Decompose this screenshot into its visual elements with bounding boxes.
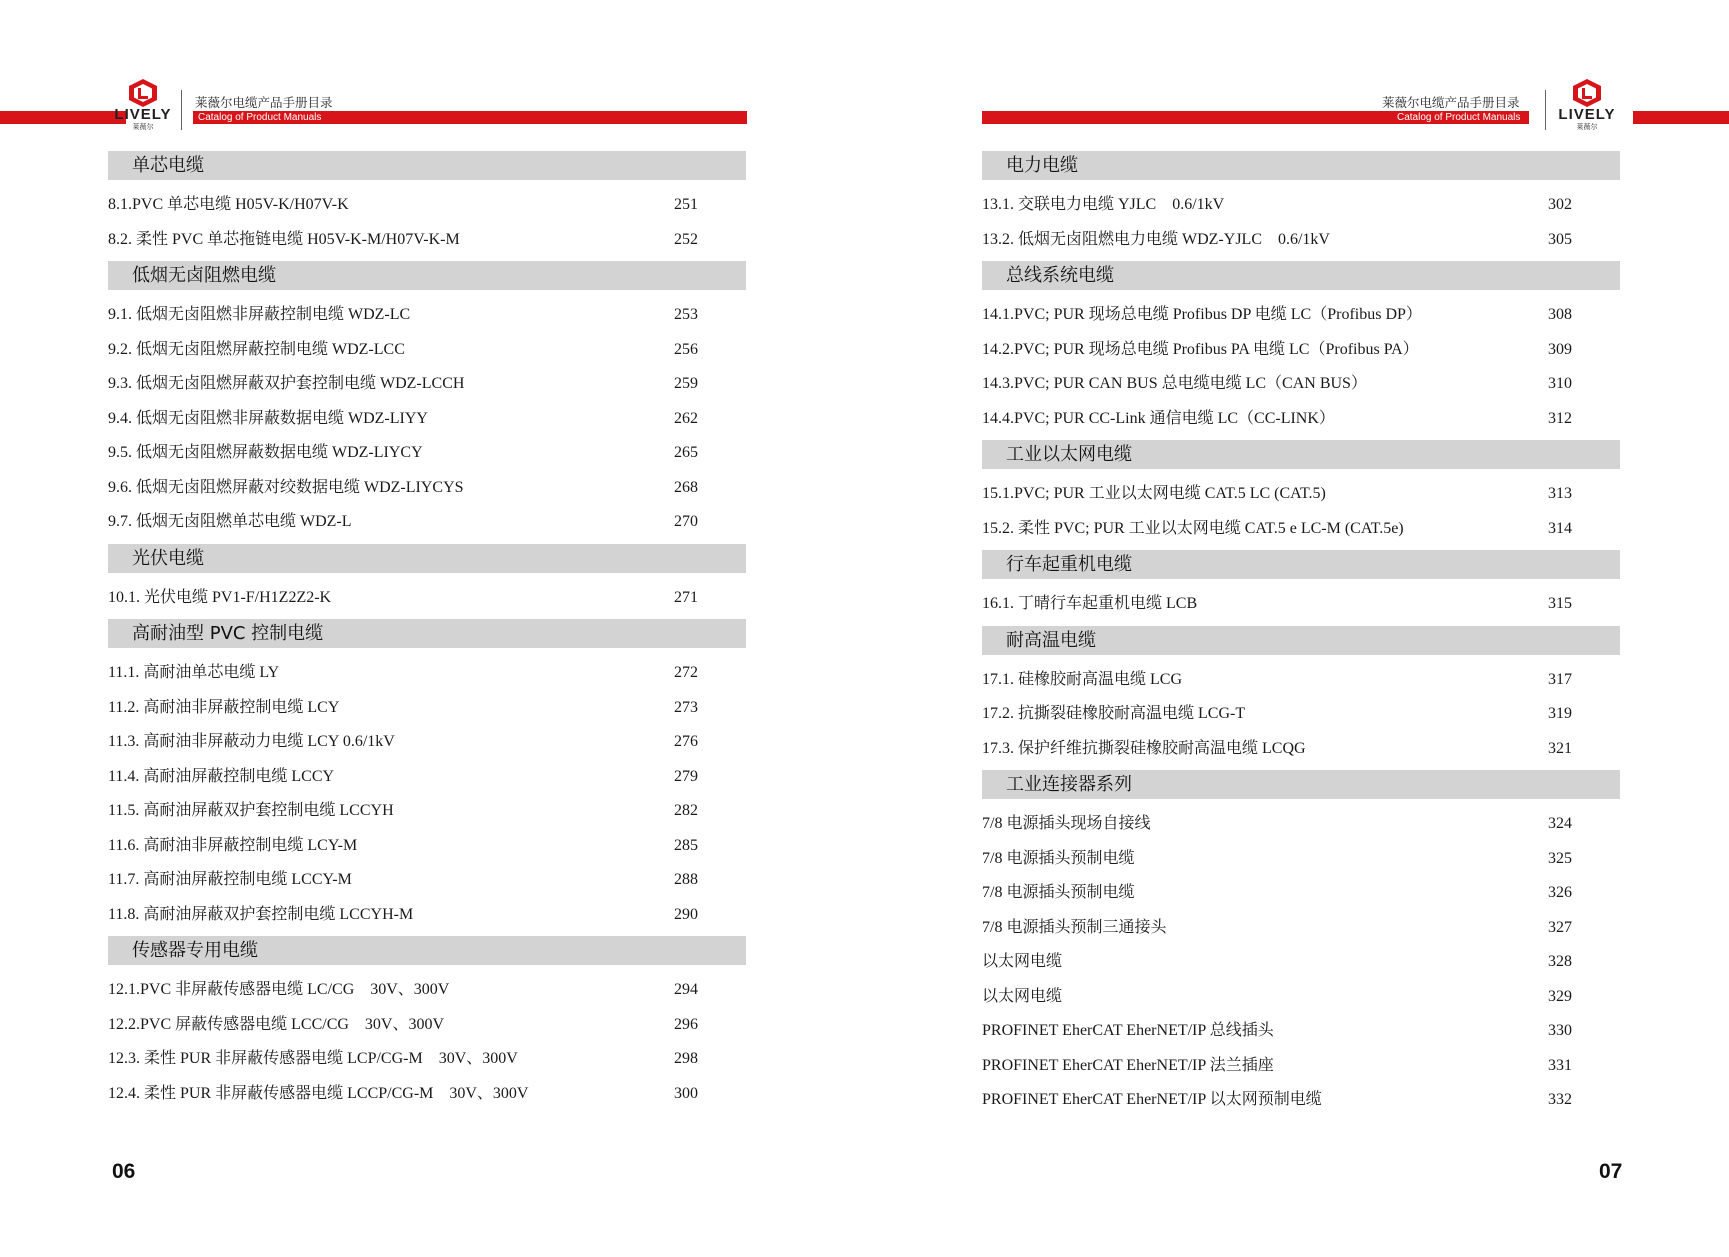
entry-page: 262: [674, 409, 698, 427]
entry-label: 10.1. 光伏电缆 PV1-F/H1Z2Z2-K: [108, 588, 332, 606]
entry-page: 314: [1548, 519, 1572, 537]
toc-right: [982, 151, 1620, 1118]
toc-section: [982, 440, 1620, 546]
toc-entry[interactable]: [982, 663, 1620, 698]
entry-page: 251: [674, 196, 698, 213]
toc-entry[interactable]: [108, 333, 746, 368]
entry-page: 319: [1548, 705, 1572, 722]
entry-page: 271: [674, 588, 698, 606]
toc-entry[interactable]: [982, 587, 1620, 622]
section-heading: 单芯电缆: [108, 151, 746, 180]
toc-section: [108, 936, 746, 1111]
section-heading: 电力电缆: [982, 151, 1620, 180]
entry-page: 270: [674, 513, 698, 530]
toc-entry[interactable]: [108, 863, 746, 898]
entry-label: 14.3.PVC; PUR CAN BUS 总电缆电缆 LC（CAN BUS）: [982, 375, 1367, 392]
entry-label: PROFINET EherCAT EherNET/IP 以太网预制电缆: [982, 1091, 1322, 1108]
toc-entry[interactable]: [108, 581, 746, 616]
entry-page: 276: [674, 733, 698, 750]
entry-page: 317: [1548, 670, 1572, 688]
toc-entry[interactable]: [108, 1042, 746, 1077]
section-heading: 光伏电缆: [108, 544, 746, 573]
toc-entry[interactable]: [108, 898, 746, 933]
entry-label: 9.2. 低烟无卤阻燃屏蔽控制电缆 WDZ-LCC: [108, 340, 405, 358]
entry-label: PROFINET EherCAT EherNET/IP 法兰插座: [982, 1056, 1274, 1074]
entry-label: 14.4.PVC; PUR CC-Link 通信电缆 LC（CC-LINK）: [982, 409, 1335, 427]
toc-entry[interactable]: [982, 980, 1620, 1015]
header-title-en: Catalog of Product Manuals: [198, 112, 322, 123]
header-divider: [1545, 90, 1546, 130]
entry-label: 以太网电缆: [982, 953, 1063, 970]
entry-label: 7/8 电源插头预制三通接头: [982, 918, 1167, 936]
page-number-right: 07: [1599, 1160, 1623, 1183]
toc-entry[interactable]: [982, 842, 1620, 877]
entry-label: 14.2.PVC; PUR 现场总电缆 Profibus PA 电缆 LC（Profibus PA）: [982, 340, 1419, 358]
entry-label: 11.8. 高耐油屏蔽双护套控制电缆 LCCYH-M: [108, 905, 414, 923]
toc-entry[interactable]: [108, 402, 746, 437]
toc-entry[interactable]: [108, 1077, 746, 1112]
toc-entry[interactable]: [982, 876, 1620, 911]
toc-entry[interactable]: [982, 945, 1620, 980]
entry-page: 268: [674, 478, 698, 496]
logo-wordmark: LIVELY: [1558, 106, 1616, 123]
toc-entry[interactable]: [982, 188, 1620, 223]
entry-page: 313: [1548, 485, 1572, 502]
entry-label: 11.7. 高耐油屏蔽控制电缆 LCCY-M: [108, 871, 352, 888]
toc-entry[interactable]: [982, 333, 1620, 368]
entry-label: 11.3. 高耐油非屏蔽动力电缆 LCY 0.6/1kV: [108, 733, 395, 750]
entry-page: 290: [674, 905, 698, 923]
entry-label: 14.1.PVC; PUR 现场总电缆 Profibus DP 电缆 LC（Profibus DP）: [982, 306, 1422, 323]
toc-entry[interactable]: [982, 367, 1620, 402]
entry-label: 11.5. 高耐油屏蔽双护套控制电缆 LCCYH: [108, 802, 394, 819]
section-heading: 工业以太网电缆: [982, 440, 1620, 469]
toc-entry[interactable]: [108, 829, 746, 864]
toc-entry[interactable]: [108, 223, 746, 258]
toc-entry[interactable]: [108, 471, 746, 506]
entry-page: 332: [1548, 1091, 1572, 1108]
header-title-cn: 莱薇尔电缆产品手册目录: [1382, 95, 1520, 110]
entry-label: 9.7. 低烟无卤阻燃单芯电缆 WDZ-L: [108, 513, 352, 530]
entry-label: 9.4. 低烟无卤阻燃非屏蔽数据电缆 WDZ-LIYY: [108, 409, 428, 427]
section-heading: 传感器专用电缆: [108, 936, 746, 965]
toc-entry[interactable]: [108, 367, 746, 402]
page-number-left: 06: [112, 1160, 136, 1183]
toc-entry[interactable]: [982, 807, 1620, 842]
toc-entry[interactable]: [108, 760, 746, 795]
lively-logo: [108, 78, 178, 132]
toc-section: [982, 151, 1620, 257]
toc-section: [108, 619, 746, 932]
toc-entry[interactable]: [108, 1008, 746, 1043]
logo-chinese-name: 莱薇尔: [132, 123, 154, 131]
entry-page: 312: [1548, 409, 1572, 427]
entry-page: 288: [674, 871, 698, 888]
section-heading: 行车起重机电缆: [982, 550, 1620, 579]
entry-page: 328: [1548, 953, 1572, 970]
entry-label: 13.2. 低烟无卤阻燃电力电缆 WDZ-YJLC 0.6/1kV: [982, 230, 1330, 248]
section-heading: 高耐油型 PVC 控制电缆: [108, 619, 746, 648]
toc-section: [982, 626, 1620, 767]
entry-page: 310: [1548, 375, 1572, 392]
entry-page: 308: [1548, 306, 1572, 323]
lively-logo-icon: [127, 78, 159, 108]
toc-entry[interactable]: [982, 223, 1620, 258]
entry-page: 279: [674, 767, 698, 785]
toc-entry[interactable]: [982, 911, 1620, 946]
toc-section: [108, 544, 746, 616]
entry-page: 273: [674, 698, 698, 716]
lively-logo: [1552, 78, 1622, 132]
toc-entry[interactable]: [982, 697, 1620, 732]
entry-page: 296: [674, 1015, 698, 1033]
entry-label: 15.2. 柔性 PVC; PUR 工业以太网电缆 CAT.5 e LC-M (CAT.5e): [982, 519, 1404, 537]
entry-page: 298: [674, 1050, 698, 1067]
entry-label: 9.6. 低烟无卤阻燃屏蔽对绞数据电缆 WDZ-LIYCYS: [108, 478, 464, 496]
toc-entry[interactable]: [108, 188, 746, 223]
right-page: [864, 0, 1729, 1257]
entry-label: 12.2.PVC 屏蔽传感器电缆 LCC/CG 30V、300V: [108, 1015, 445, 1033]
toc-entry[interactable]: [982, 512, 1620, 547]
logo-wordmark: LIVELY: [114, 106, 172, 123]
entry-page: 327: [1548, 918, 1572, 936]
toc-section: [108, 261, 746, 540]
entry-page: 305: [1548, 230, 1572, 248]
toc-entry[interactable]: [982, 1014, 1620, 1049]
toc-entry[interactable]: [108, 298, 746, 333]
entry-label: 11.4. 高耐油屏蔽控制电缆 LCCY: [108, 767, 335, 785]
entry-label: 9.1. 低烟无卤阻燃非屏蔽控制电缆 WDZ-LC: [108, 306, 411, 323]
toc-entry[interactable]: [108, 691, 746, 726]
entry-page: 330: [1548, 1022, 1572, 1039]
toc-entry[interactable]: [108, 436, 746, 471]
entry-label: 8.2. 柔性 PVC 单芯拖链电缆 H05V-K-M/H07V-K-M: [108, 230, 460, 248]
lively-logo-icon: [1571, 78, 1603, 108]
entry-label: 7/8 电源插头预制电缆: [982, 849, 1135, 867]
section-heading: 工业连接器系列: [982, 770, 1620, 799]
entry-page: 282: [674, 802, 698, 819]
entry-page: 309: [1548, 340, 1572, 358]
section-heading: 低烟无卤阻燃电缆: [108, 261, 746, 290]
entry-page: 285: [674, 836, 698, 854]
header-title-cn: 莱薇尔电缆产品手册目录: [195, 95, 333, 110]
toc-entry[interactable]: [108, 794, 746, 829]
entry-label: 11.1. 高耐油单芯电缆 LY: [108, 664, 280, 681]
entry-label: PROFINET EherCAT EherNET/IP 总线插头: [982, 1022, 1274, 1039]
entry-page: 253: [674, 306, 698, 323]
toc-entry[interactable]: [982, 477, 1620, 512]
entry-label: 12.3. 柔性 PUR 非屏蔽传感器电缆 LCP/CG-M 30V、300V: [108, 1050, 518, 1067]
entry-page: 331: [1548, 1056, 1572, 1074]
entry-label: 12.1.PVC 非屏蔽传感器电缆 LC/CG 30V、300V: [108, 981, 450, 998]
entry-label: 8.1.PVC 单芯电缆 H05V-K/H07V-K: [108, 196, 349, 213]
toc-entry[interactable]: [982, 732, 1620, 767]
entry-label: 7/8 电源插头预制电缆: [982, 884, 1135, 901]
entry-label: 15.1.PVC; PUR 工业以太网电缆 CAT.5 LC (CAT.5): [982, 485, 1326, 502]
toc-section: [982, 550, 1620, 622]
toc-section: [982, 261, 1620, 436]
toc-entry[interactable]: [108, 505, 746, 540]
entry-label: 16.1. 丁晴行车起重机电缆 LCB: [982, 595, 1198, 612]
entry-label: 17.3. 保护纤维抗撕裂硅橡胶耐高温电缆 LCQG: [982, 739, 1306, 757]
entry-label: 以太网电缆: [982, 987, 1063, 1005]
entry-page: 294: [674, 981, 698, 998]
entry-label: 12.4. 柔性 PUR 非屏蔽传感器电缆 LCCP/CG-M 30V、300V: [108, 1084, 529, 1102]
entry-label: 13.1. 交联电力电缆 YJLC 0.6/1kV: [982, 196, 1225, 213]
toc-entry[interactable]: [982, 1083, 1620, 1118]
entry-label: 7/8 电源插头现场自接线: [982, 815, 1151, 832]
entry-label: 9.3. 低烟无卤阻燃屏蔽双护套控制电缆 WDZ-LCCH: [108, 375, 465, 392]
header-title-en: Catalog of Product Manuals: [1397, 112, 1521, 123]
toc-section: [982, 770, 1620, 1118]
entry-label: 17.2. 抗撕裂硅橡胶耐高温电缆 LCG-T: [982, 705, 1246, 722]
toc-entry[interactable]: [982, 298, 1620, 333]
logo-chinese-name: 莱薇尔: [1576, 123, 1598, 131]
toc-section: [108, 151, 746, 257]
entry-page: 252: [674, 230, 698, 248]
toc-entry[interactable]: [108, 656, 746, 691]
entry-page: 265: [674, 444, 698, 461]
entry-page: 315: [1548, 595, 1572, 612]
entry-page: 324: [1548, 815, 1572, 832]
toc-entry[interactable]: [108, 973, 746, 1008]
section-heading: 耐高温电缆: [982, 626, 1620, 655]
entry-page: 326: [1548, 884, 1572, 901]
entry-page: 329: [1548, 987, 1572, 1005]
entry-page: 321: [1548, 739, 1572, 757]
entry-page: 302: [1548, 196, 1572, 213]
entry-label: 11.2. 高耐油非屏蔽控制电缆 LCY: [108, 698, 340, 716]
entry-label: 17.1. 硅橡胶耐高温电缆 LCG: [982, 670, 1183, 688]
entry-page: 325: [1548, 849, 1572, 867]
toc-entry[interactable]: [982, 402, 1620, 437]
entry-page: 300: [674, 1084, 698, 1102]
header-red-bar-right-stub: [1633, 111, 1729, 124]
toc-left: [108, 151, 746, 1111]
entry-page: 259: [674, 375, 698, 392]
entry-label: 9.5. 低烟无卤阻燃屏蔽数据电缆 WDZ-LIYCY: [108, 444, 423, 461]
left-page: [0, 0, 864, 1257]
entry-label: 11.6. 高耐油非屏蔽控制电缆 LCY-M: [108, 836, 358, 854]
section-heading: 总线系统电缆: [982, 261, 1620, 290]
entry-page: 272: [674, 664, 698, 681]
toc-entry[interactable]: [108, 725, 746, 760]
header-divider: [181, 90, 182, 130]
entry-page: 256: [674, 340, 698, 358]
toc-entry[interactable]: [982, 1049, 1620, 1084]
